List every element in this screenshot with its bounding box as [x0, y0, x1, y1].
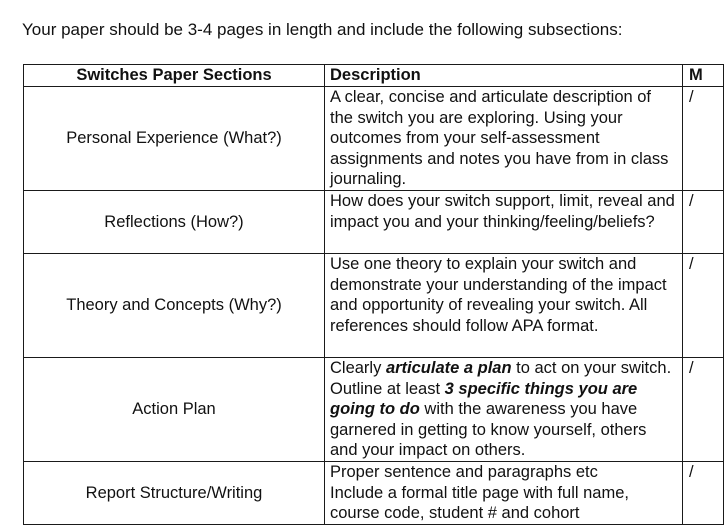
desc-text: Clearly: [330, 358, 386, 377]
truncated-cell: /: [683, 190, 724, 253]
section-action-plan: Action Plan: [24, 357, 325, 461]
description-theory-concepts: Use one theory to explain your switch and demonstrate your understanding of the impact and opportunity of revealing your switch. All references should follow APA format.: [325, 253, 683, 357]
section-reflections: Reflections (How?): [24, 190, 325, 253]
desc-text: to act on your switch. Outline at least: [330, 358, 672, 398]
table-row: [24, 253, 724, 357]
instructions-text: Your paper should be 3-4 pages in length and include the following subsections:: [22, 20, 623, 39]
table-row: [24, 87, 724, 191]
section-personal-experience: Personal Experience (What?): [24, 87, 325, 191]
truncated-cell: /: [683, 357, 724, 461]
description-personal-experience: A clear, concise and articulate description of the switch you are exploring. Using your outcomes from your self-assessment assignments and notes you have from in class journaling.: [325, 87, 683, 191]
section-report-structure: Report Structure/Writing: [24, 461, 325, 524]
description-report-structure: [325, 461, 683, 524]
desc-emphasis: articulate a plan: [385, 358, 512, 377]
description-reflections: How does your switch support, limit, reveal and impact you and your thinking/feeling/beliefs?: [325, 190, 683, 253]
sections-table: [23, 64, 724, 525]
header-description: Description: [325, 65, 683, 87]
header-sections: Switches Paper Sections: [24, 65, 325, 87]
section-theory-concepts: Theory and Concepts (Why?): [24, 253, 325, 357]
table-header-row: [24, 65, 724, 87]
header-truncated-column: M: [683, 65, 724, 87]
truncated-cell: /: [683, 87, 724, 191]
desc-emphasis: 3 specific things you are going to do: [330, 379, 638, 419]
table-row: [24, 357, 724, 461]
table-row: [24, 461, 724, 524]
desc-line: Proper sentence and paragraphs etc: [330, 462, 598, 481]
description-action-plan: [325, 357, 683, 461]
table-row: [24, 190, 724, 253]
desc-text: with the awareness you have garnered in getting to know yourself, others and your impact on others.: [330, 400, 647, 460]
truncated-cell: /: [683, 461, 724, 524]
truncated-cell: /: [683, 253, 724, 357]
desc-line: Include a formal title page with full name, course code, student # and cohort: [330, 483, 629, 523]
